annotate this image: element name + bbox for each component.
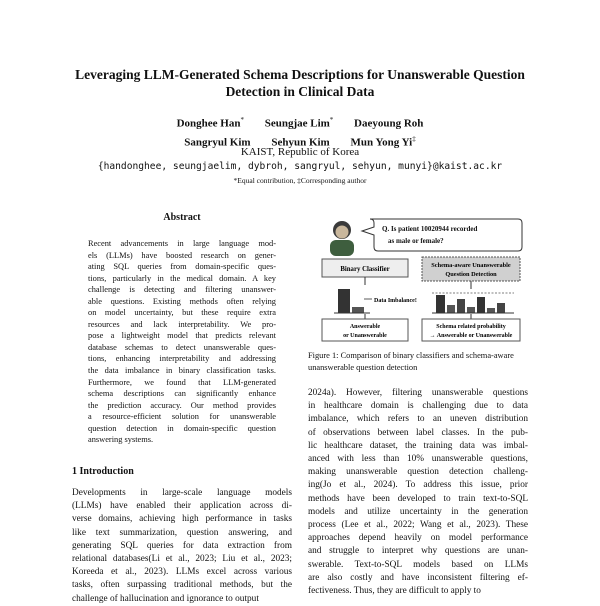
figure-1 <box>318 213 524 345</box>
binary-result-line-2: or Unanswerable <box>343 333 387 339</box>
author: Daeyoung Roh <box>354 117 424 130</box>
data-imbalance-label: Data Imbalance! <box>374 298 417 304</box>
abstract-line: answering systems. <box>88 435 154 445</box>
figure-caption: Figure 1: Comparison of binary classifiers and schema-aware unanswerable question detection <box>308 351 514 372</box>
body-text-line: and struggle to interpret why questions are unan- <box>308 546 528 557</box>
introduction-line: generating SQL queries for data extraction from <box>72 540 292 551</box>
abstract-line: the prediction accuracy. Our method provides <box>88 400 276 410</box>
schema-aware-label-line-2: Question Detection <box>445 271 497 278</box>
abstract-line: Recent advancements in large language mod- <box>88 239 276 248</box>
question-line-1: Q. Is patient 10020944 recorded <box>382 225 478 233</box>
body-text-line: imbalance, which refers to an uneven distribution <box>308 414 528 425</box>
body-text-line: swerable. Text-to-SQL models based on LLMs <box>308 559 528 570</box>
introduction-line: tasks, often surpassing traditional methods, but the <box>72 580 292 591</box>
abstract-line: a resource-efficient solution for unanswerable <box>88 412 276 422</box>
body-text-line: 2024a). However, filtering unanswerable questions <box>308 388 528 398</box>
abstract-line: els (LLMs) have boosted research on gener- <box>88 250 276 260</box>
abstract-line: the data imbalance in binary classification tasks. <box>88 366 276 376</box>
body-text-line: lic healthcare dataset, the training data was imbal- <box>308 440 528 451</box>
body-text-line: making unanswerable question detection challeng- <box>308 467 528 478</box>
author: Donghee Han* <box>176 116 244 130</box>
abstract-line: Furthermore, we found that LLM-generated <box>88 377 276 387</box>
introduction-body <box>72 487 292 606</box>
introduction-line: Koreeda et al., 2023). LLMs excel across various <box>72 567 292 578</box>
body-text-line: models and utilize uncertainty in the generation <box>308 506 528 517</box>
abstract-line: tions, enhancing interpretability and addressing <box>88 354 276 364</box>
body-text-line: process (Lee et al., 2022; Wang et al., 2023). These <box>308 520 528 531</box>
right-column-body <box>308 387 528 598</box>
body-text-line: approaches depend heavily on model performance <box>308 533 528 544</box>
author: Sehyun Kim <box>271 136 330 149</box>
body-text-line: fectiveness. Thus, they are difficult to apply to <box>308 586 481 597</box>
email-list: {handonghee, seungjaelim, dybroh, sangryul, sehyun, munyi}@kaist.ac.kr <box>97 161 503 172</box>
body-text-line: ing(Jo et al., 2024). To address this issue, prior <box>308 480 528 491</box>
author-line-1 <box>60 113 540 132</box>
abstract-line: ating SQL queries from domain-specific ques- <box>88 262 276 272</box>
binary-result-line-1: Answerable <box>349 324 381 330</box>
author: Seungjae Lim* <box>264 116 334 130</box>
abstract-body <box>88 238 276 446</box>
contribution-footnote: *Equal contribution, ‡Corresponding author <box>233 176 367 185</box>
schema-probability-bars <box>432 293 514 313</box>
schema-aware-label-line-1: Schema-aware Unanswerable <box>431 262 511 269</box>
schema-result-line-1: Schema related probability <box>436 324 506 330</box>
question-bubble <box>362 219 522 251</box>
introduction-line: Developments in large-scale language models <box>72 488 292 498</box>
author-list <box>60 113 540 150</box>
abstract-line: schema descriptions can significantly enhance <box>88 389 276 399</box>
introduction-line: challenge of hallucination and ignorance to output <box>72 593 259 604</box>
abstract-heading: Abstract <box>163 212 201 223</box>
affiliation: KAIST, Republic of Korea <box>240 146 360 158</box>
question-line-2: as male or female? <box>388 237 444 245</box>
abstract-line: database schemas to detect unanswerable ques- <box>88 342 276 352</box>
abstract-line: pose a lightweight model that predicts relevant <box>88 331 276 341</box>
binary-classifier-label: Binary Classifier <box>340 266 390 273</box>
patient-avatar-icon <box>330 221 354 256</box>
body-text-line: in healthcare domain is challenging due to data <box>308 401 528 412</box>
abstract-line: tions, particularly in the medical domain. A key <box>88 273 276 283</box>
introduction-line: (LLMs) have enabled their application across di- <box>72 501 292 512</box>
author: Mun Yong Yi‡ <box>350 134 416 149</box>
abstract-line: able questions. Existing methods often relying <box>88 296 276 306</box>
body-text-line: anced with less than 10% unanswerable questions, <box>308 454 528 465</box>
abstract-line: challenge is detecting and filtering unanswer- <box>88 285 276 295</box>
introduction-line: verse domains, achieving high performance in tasks <box>72 514 292 525</box>
body-text-line: of observations between label classes. In the pub- <box>308 427 528 438</box>
abstract-line: resources and lack interpretability. We pro- <box>88 319 276 329</box>
imbalanced-bars <box>334 289 372 313</box>
abstract-line: question detection in domain-specific question <box>88 423 276 433</box>
schema-result-line-2: → Answerable or Unanswerable <box>429 333 513 339</box>
introduction-line: relational databases(Li et al., 2023; Liu et al., 2023; <box>72 554 292 565</box>
section-heading-introduction: 1 Introduction <box>72 466 134 477</box>
introduction-line: like text summarization, question answering, and <box>72 527 292 538</box>
paper-title: Leveraging LLM-Generated Schema Descriptions for Unanswerable Question Detection in Clinical Data <box>75 67 525 99</box>
author: Sangryul Kim <box>184 136 251 149</box>
body-text-line: methods have been developed to train text-to-SQL <box>308 493 528 504</box>
abstract-line: on model uncertainty, but these require extra <box>88 308 276 318</box>
body-text-line: are also costly and have inconsistent filtering ef- <box>308 572 528 583</box>
